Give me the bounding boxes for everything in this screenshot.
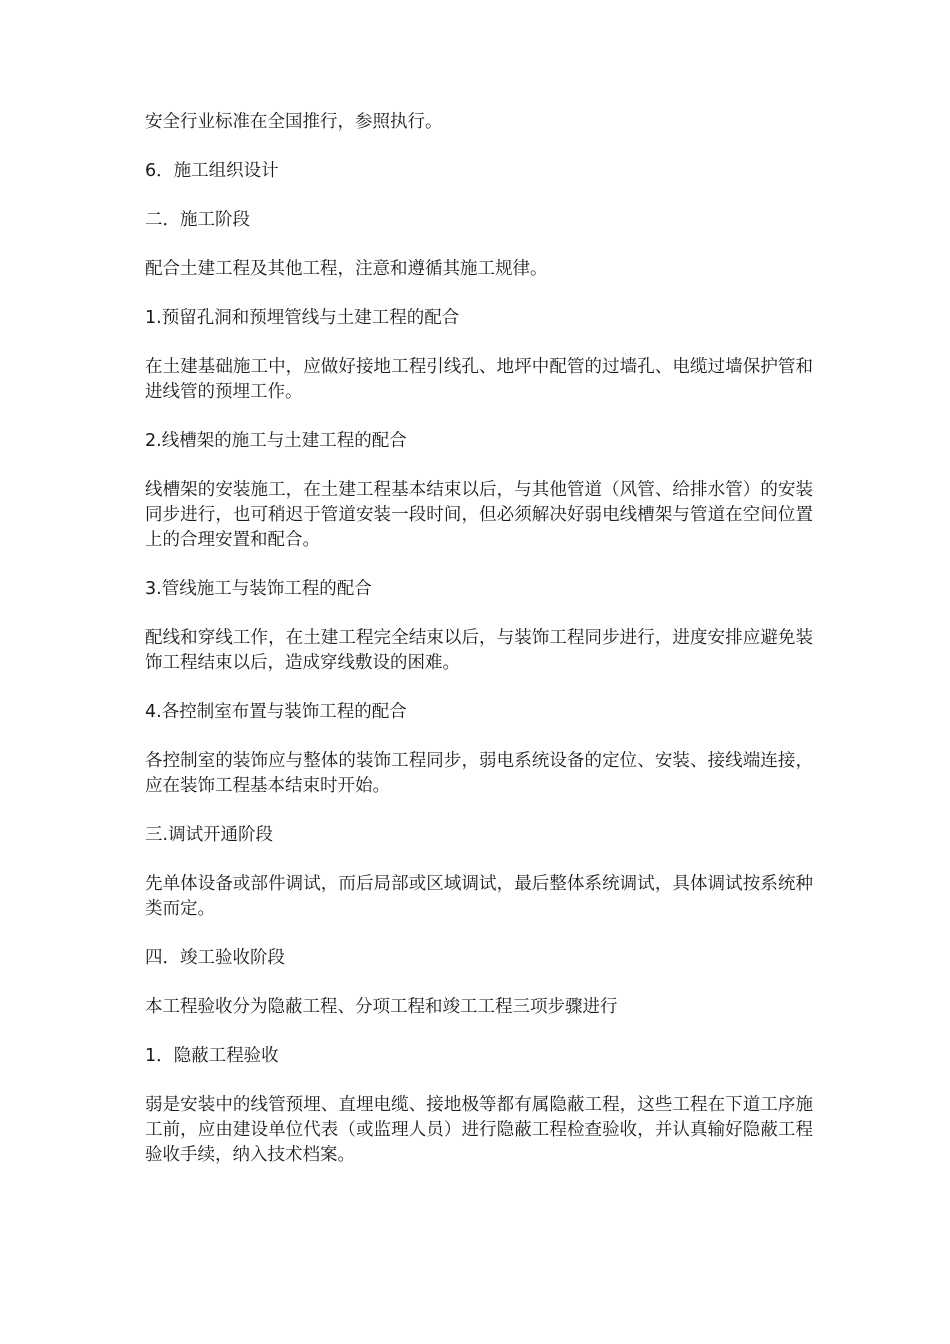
paragraph-reserved-holes: 在土建基础施工中，应做好接地工程引线孔、地坪中配管的过墙孔、电缆过墙保护管和进线管的预埋工作。 [145, 357, 813, 402]
paragraph-commissioning-stage: 先单体设备或部件调试，而后局部或区域调试，最后整体系统调试，具体调试按系统种类而定。 [145, 874, 813, 919]
heading-concealed-works: 1．隐蔽工程验收 [145, 1046, 279, 1066]
heading-reserved-holes: 1.预留孔洞和预埋管线与土建工程的配合 [145, 308, 460, 328]
heading-cable-tray: 2.线槽架的施工与土建工程的配合 [145, 431, 407, 451]
heading-commissioning-stage: 三.调试开通阶段 [145, 825, 274, 845]
document-body [145, 110, 813, 1192]
heading-wiring-decoration: 3.管线施工与装饰工程的配合 [145, 579, 372, 599]
paragraph-construction-stage: 配合土建工程及其他工程，注意和遵循其施工规律。 [145, 259, 548, 279]
paragraph-concealed-works: 弱是安装中的线管预埋、直埋电缆、接地极等都有属隐蔽工程，这些工程在下道工序施工前，应由建设单位代表（或监理人员）进行隐蔽工程检查验收，并认真输好隐蔽工程验收手续，纳入技术档案。 [145, 1095, 813, 1165]
paragraph-acceptance-stage: 本工程验收分为隐蔽工程、分项工程和竣工工程三项步骤进行 [145, 997, 618, 1017]
paragraph-control-room: 各控制室的装饰应与整体的装饰工程同步，弱电系统设备的定位、安装、接线端连接，应在装饰工程基本结束时开始。 [145, 751, 813, 796]
paragraph-cable-tray: 线槽架的安装施工，在土建工程基本结束以后，与其他管道（风管、给排水管）的安装同步进行，也可稍迟于管道安装一段时间，但必须解决好弱电线槽架与管道在空间位置上的合理安置和配合。 [145, 480, 813, 550]
heading-construction-design: 6．施工组织设计 [145, 161, 279, 181]
heading-construction-stage: 二．施工阶段 [145, 210, 250, 230]
heading-acceptance-stage: 四．竣工验收阶段 [145, 948, 285, 968]
heading-control-room: 4.各控制室布置与装饰工程的配合 [145, 702, 407, 722]
paragraph-wiring-decoration: 配线和穿线工作，在土建工程完全结束以后，与装饰工程同步进行，进度安排应避免装饰工程结束以后，造成穿线敷设的困难。 [145, 628, 813, 673]
paragraph-intro: 安全行业标准在全国推行，参照执行。 [145, 112, 443, 132]
